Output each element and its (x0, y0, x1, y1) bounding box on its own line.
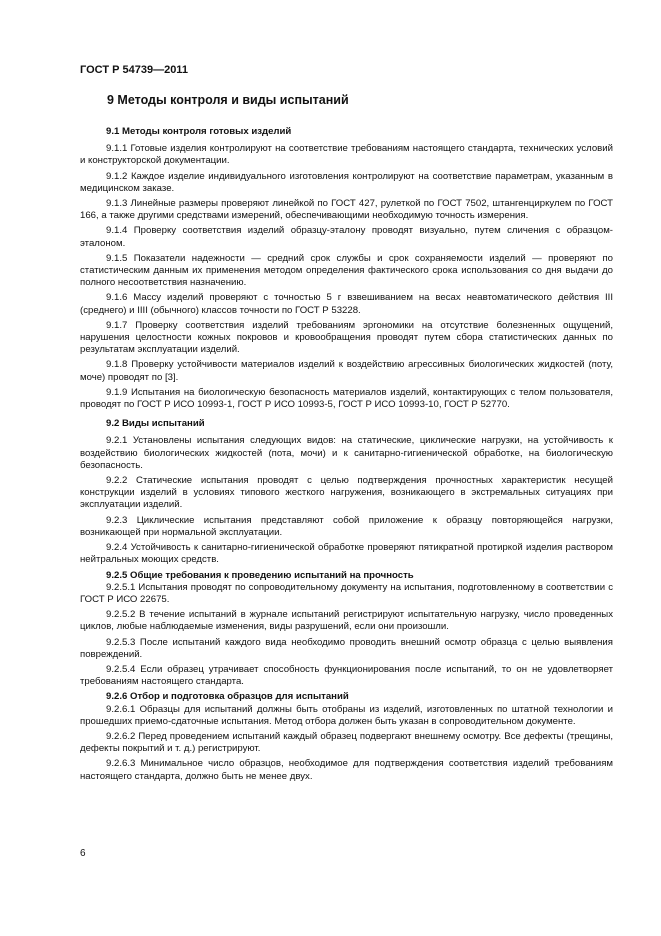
paragraph-9-2-6-3: 9.2.6.3 Минимальное число образцов, необходимое для подтверждения соответствия изделий требованиям настоящего стандарта, должно быть не менее двух. (80, 758, 613, 782)
paragraph-9-1-4: 9.1.4 Проверку соответствия изделий образцу-эталону проводят визуально, путем сличения с образцом-эталоном. (80, 225, 613, 249)
paragraph-9-2-4: 9.2.4 Устойчивость к санитарно-гигиенической обработке проверяют пятикратной протиркой изделия раствором нейтральных моющих средств. (80, 542, 613, 566)
paragraph-9-1-5: 9.1.5 Показатели надежности — средний срок службы и срок сохраняемости изделий — проверяют по статистическим данным их применения методом определения фактического срока использования со дня выдачи до полного несоответствия назначению. (80, 252, 613, 289)
paragraph-9-2-6-1: 9.2.6.1 Образцы для испытаний должны быть отобраны из изделий, изготовленных по штатной технологии и прошедших приемо-сдаточные испытания. Метод отбора должен быть указан в сопроводительном документе. (80, 703, 613, 727)
subsection-title-9-1: 9.1 Методы контроля готовых изделий (106, 126, 292, 137)
subsection-title-9-2: 9.2 Виды испытаний (106, 418, 205, 430)
section-title: 9 Методы контроля и виды испытаний (107, 93, 349, 107)
paragraph-9-1-6: 9.1.6 Массу изделий проверяют с точностью 5 г взвешиванием на весах неавтоматического действия III (среднего) и IIII (обычного) классов точности по ГОСТ Р 53228. (80, 292, 613, 316)
paragraph-9-2-5-4: 9.2.5.4 Если образец утрачивает способность функционирования после испытаний, то он не удовлетворяет требованиям настоящего стандарта. (80, 663, 613, 688)
paragraph-9-1-8: 9.1.8 Проверку устойчивости материалов изделий к воздействию агрессивных биологических жидкостей (поту, моче) проводят по [3]. (80, 359, 613, 383)
paragraph-9-2-5-3: 9.2.5.3 После испытаний каждого вида необходимо проводить внешний осмотр образца с целью выявления повреждений. (80, 636, 613, 660)
document-header: ГОСТ Р 54739—2011 (80, 64, 188, 76)
paragraph-9-2-5-1: 9.2.5.1 Испытания проводят по сопроводительному документу на испытания, подготовленному в соответствии с ГОСТ Р ИСО 22675. (80, 581, 613, 605)
paragraph-9-1-7: 9.1.7 Проверку соответствия изделий требованиям эргономики на отсутствие болезненных ощущений, нарушения целостности кожных покровов и кровообращения проводят путем сбора статистических данных по результатам эксплуатации изделий. (80, 319, 613, 356)
document-body (80, 126, 613, 786)
paragraph-9-2-6-2: 9.2.6.2 Перед проведением испытаний каждый образец подвергают внешнему осмотру. Все дефекты (трещины, дефекты покрытий и т. д.) регистрируют. (80, 730, 613, 755)
paragraph-9-1-2: 9.1.2 Каждое изделие индивидуального изготовления контролируют на соответствие параметрам, указанным в медицинском заказе. (80, 170, 613, 194)
paragraph-9-1-1: 9.1.1 Готовые изделия контролируют на соответствие требованиям настоящего стандарта, технических условий и конструкторской документации. (80, 143, 613, 167)
subsection-title-9-2-5: 9.2.5 Общие требования к проведению испытаний на прочность (106, 569, 414, 581)
paragraph-9-2-5-2: 9.2.5.2 В течение испытаний в журнале испытаний регистрируют испытательную нагрузку, число проведенных циклов, любые наблюдаемые изменения, виды разрушений, если они произошли. (80, 609, 613, 633)
paragraph-9-2-2: 9.2.2 Статические испытания проводят с целью подтверждения прочностных характеристик несущей конструкции изделий в условиях типового жесткого нагружения, возникающего в экстремальных ситуациях при эксплуатации изделий. (80, 475, 613, 511)
paragraph-9-1-9: 9.1.9 Испытания на биологическую безопасность материалов изделий, контактирующих с телом пользователя, проводят по ГОСТ Р ИСО 10993-1, ГОСТ Р ИСО 10993-5, ГОСТ Р ИСО 10993-10, ГОСТ Р 52770. (80, 386, 613, 411)
page-number: 6 (80, 848, 86, 859)
paragraph-9-2-1: 9.2.1 Установлены испытания следующих видов: на статические, циклические нагрузки, на устойчивость к воздействию биологических жидкостей (пота, мочи) и к санитарно-гигиенической обработке, на биологическую безопасность. (80, 435, 613, 471)
paragraph-9-2-3: 9.2.3 Циклические испытания представляют собой приложение к образцу повторяющейся нагрузки, возникающей при нормальной эксплуатации. (80, 514, 613, 538)
paragraph-9-1-3: 9.1.3 Линейные размеры проверяют линейкой по ГОСТ 427, рулеткой по ГОСТ 7502, штангенциркулем по ГОСТ 166, а также другими средствами измерений, обеспечивающими необходимую точность измерения. (80, 198, 613, 222)
subsection-title-9-2-6: 9.2.6 Отбор и подготовка образцов для испытаний (106, 691, 349, 703)
